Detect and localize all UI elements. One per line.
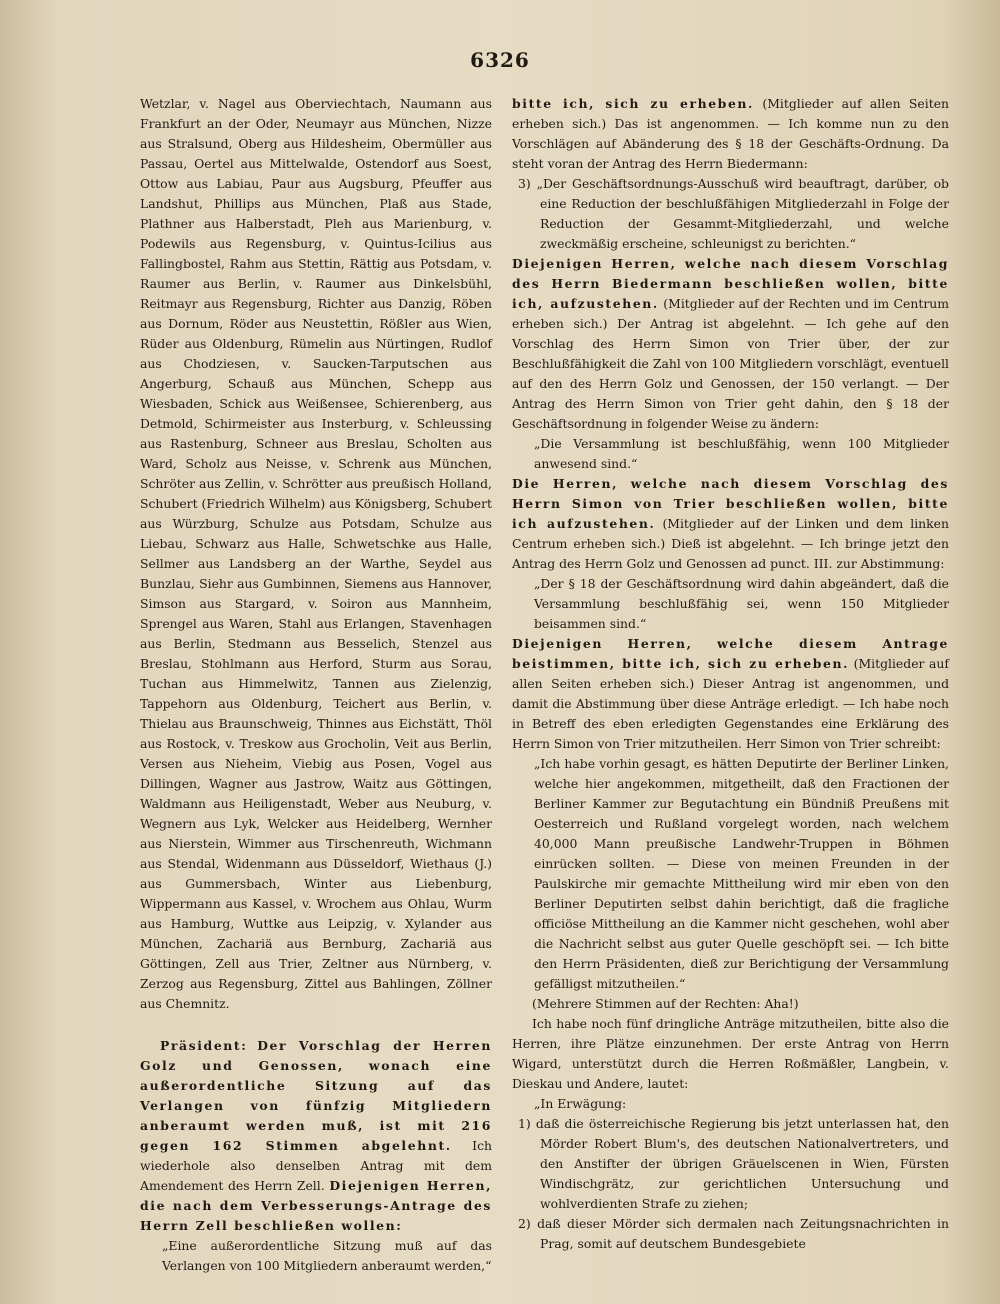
paragraph-2 [512, 254, 949, 434]
names-list: Wetzlar, v. Nagel aus Oberviechtach, Naumann aus Frankfurt an der Oder, Neumayr aus München, Nizze aus Stralsund, Oberg aus Hildesheim, Obermüller aus Passau, Oertel aus Mittelwalde, Ostendorf aus Soest, Ottow aus Labiau, Paur aus Augsburg, Pfeuffer aus Landshut, Phillips aus München, Plaß aus Stade, Plathner aus Halberstadt, Pleh aus Marienburg, v. Podewils aus Regensburg, v. Quintus-Icilius aus Fallingbostel, Rahm aus Stettin, Rättig aus Potsdam, v. Raumer aus Berlin, v. Raumer aus Dinkelsbühl, Reitmayr aus Regensburg, Richter aus Danzig, Röben aus Dornum, Röder aus Neustettin, Rößler aus Wien, Rüder aus Oldenburg, Rümelin aus Nürtingen, Rudlof aus Chodziesen, v. Saucken-Tarputschen aus Angerburg, Schauß aus München, Schepp aus Wiesbaden, Schick aus Weißensee, Schierenberg, aus Detmold, Schirmeister aus Insterburg, v. Schleussing aus Rastenburg, Schneer aus Breslau, Scholten aus Ward, Scholz aus Neisse, v. Schrenk aus München, Schröter aus Zellin, v. Schrötter aus preußisch Holland, Schubert (Friedrich Wilhelm) aus Königsberg, Schubert aus Würzburg, Schulze aus Potsdam, Schulze aus Liebau, Schwarz aus Halle, Schwetschke aus Halle, Sellmer aus Landsberg an der Warthe, Seydel aus Bunzlau, Siehr aus Gumbinnen, Siemens aus Hannover, Simson aus Stargard, v. Soiron aus Mannheim, Sprengel aus Waren, Stahl aus Erlangen, Stavenhagen aus Berlin, Stedmann aus Besselich, Stenzel aus Breslau, Stohlmann aus Herford, Sturm aus Sorau, Tuchan aus Himmelwitz, Tannen aus Zielenzig, Tappehorn aus Oldenburg, Teichert aus Berlin, v. Thielau aus Braunschweig, Thinnes aus Eichstätt, Thöl aus Rostock, v. Treskow aus Grocholin, Veit aus Berlin, Versen aus Nieheim, Viebig aus Posen, Vogel aus Dillingen, Wagner aus Jastrow, Waitz aus Göttingen, Waldmann aus Heiligenstadt, Weber aus Neuburg, v. Wegnern aus Lyk, Welcker aus Heidelberg, Wernher aus Nierstein, Wimmer aus Tirschenreuth, Wichmann aus Stendal, Widenmann aus Düsseldorf, Wiethaus (J.) aus Gummersbach, Winter aus Liebenburg, Wippermann aus Kassel, v. Wrochem aus Ohlau, Wurm aus Hamburg, Wuttke aus Leipzig, v. Xylander aus München, Zachariä aus Bernburg, Zachariä aus Göttingen, Zell aus Trier, Zeltner aus Nürnberg, v. Zerzog aus Regensburg, Zittel aus Bahlingen, Zöllner aus Chemnitz. [140, 96, 492, 1011]
quote-simon-letter: „Ich habe vorhin gesagt, es hätten Deputirte der Berliner Linken, welche hier angekommen, mitgetheilt, daß den Fractionen der Berliner Kammer zur Begutachtung ein Bündniß Preußens mit Oesterreich und Rußland vorgelegt worden, nach welchem 40,000 Mann preußische Landwehr-Truppen in Böhmen einrücken sollten. — Diese von meinen Freunden in der Paulskirche mir gemachte Mittheilung wird mir eben von den Berliner Deputirten selbst dahin berichtigt, daß die fragliche officiöse Mittheilung an die Kammer nicht geschehen, wohl aber die Nachricht selbst aus guter Quelle geschöpft sei. — Ich bitte den Herrn Präsidenten, dieß zur Berichtigung der Versammlung gefälligst mitzutheilen.“ [534, 756, 949, 991]
paragraph-3 [512, 474, 949, 574]
president-call-vote: Diejenigen Herren, die nach dem Verbesserungs-Antrage des Herrn Zell beschließen wollen: [140, 1178, 492, 1233]
paragraph-6: Ich habe noch fünf dringliche Anträge mitzutheilen, bitte also die Herren, ihre Plätze einzunehmen. Der erste Antrag von Herrn Wigard, unterstützt durch die Herren Roßmäßler, Langbein, v. Dieskau und Andere, lautet: [512, 1016, 949, 1091]
page-number: 6326 [470, 48, 530, 72]
paragraph-2-rest: (Mitglieder auf der Rechten und im Centrum erheben sich.) Der Antrag ist abgelehnt. — Ich gehe auf den Vorschlag des Herrn Simon von Trier über, der zur Beschlußfähigkeit die Zahl von 100 Mitgliedern vorschlägt, eventuell auf den des Herrn Golz und Genossen, der 150 verlangt. — Der Antrag des Herrn Simon von Trier geht dahin, den § 18 der Geschäftsordnung in folgender Weise zu ändern: [512, 296, 949, 431]
right-column [512, 94, 949, 1254]
left-column [140, 94, 492, 1276]
paragraph-4-spaced: Diejenigen Herren, welche diesem Antrage beistimmen, bitte ich, sich zu erheben. [512, 636, 949, 671]
paragraph-2-spaced: Diejenigen Herren, welche nach diesem Vorschlag des Herrn Biedermann beschließen wollen, bitte ich, aufzustehen. [512, 256, 949, 311]
president-vote-result: Der Vorschlag der Herren Golz und Genossen, wonach eine außerordentliche Sitzung auf das Verlangen von fünfzig Mitgliedern anberaumt werden muß, ist mit 216 gegen 162 Stimmen abgelehnt. [140, 1038, 492, 1153]
paragraph-4 [512, 634, 949, 754]
item-2-number: 2) [518, 1216, 531, 1231]
paragraph-gap [140, 1014, 492, 1036]
motion-item-2 [512, 1214, 949, 1254]
paragraph-5: (Mehrere Stimmen auf der Rechten: Aha!) [532, 996, 799, 1011]
item-1-number: 1) [518, 1116, 531, 1131]
item-3-number: 3) [518, 176, 531, 191]
paragraph-3-spaced: Die Herren, welche nach diesem Vorschlag des Herrn Simon von Trier beschließen wollen, bitte ich aufzustehen. [512, 476, 949, 531]
president-statement [140, 1036, 492, 1236]
paragraph-4-rest: (Mitglieder auf allen Seiten erheben sich.) Dieser Antrag ist angenommen, und damit die Abstimmung über diese Anträge erledigt. — Ich habe noch in Betreff des eben erledigten Gegenstandes eine Erklärung des Herrn Simon von Trier mitzutheilen. Herr Simon von Trier schreibt: [512, 656, 949, 751]
quote-golz: „Der § 18 der Geschäftsordnung wird dahin abgeändert, daß die Versammlung beschlußfähig sei, wenn 150 Mitglieder beisammen sind.“ [534, 576, 949, 631]
paragraph-3-rest: (Mitglieder auf der Linken und dem linken Centrum erheben sich.) Dieß ist abgelehnt. — Ich bringe jetzt den Antrag des Herrn Golz und Genossen ad punct. III. zur Abstimmung: [512, 516, 949, 571]
quote-zell: „Eine außerordentliche Sitzung muß auf das Verlangen von 100 Mitgliedern anberaumt werden,“ [162, 1238, 492, 1273]
item-3-text: „Der Geschäftsordnungs-Ausschuß wird beauftragt, darüber, ob eine Reduction der beschlußfähigen Mitgliederzahl in Folge der Reduction der Gesammt-Mitgliederzahl, und welche zweckmäßig erscheine, schleunigst zu berichten.“ [536, 176, 949, 251]
erwaegung-heading: „In Erwägung: [534, 1096, 627, 1111]
president-label: Präsident: [160, 1038, 248, 1053]
motion-item-1 [512, 1114, 949, 1214]
paragraph-1-rest: (Mitglieder auf allen Seiten erheben sich.) Das ist angenommen. — Ich komme nun zu den Vorschlägen auf Abänderung des § 18 der Geschäfts-Ordnung. Da steht voran der Antrag des Herrn Biedermann: [512, 96, 950, 171]
president-repeat: Ich wiederhole also denselben Antrag mit dem Amendement des Herrn Zell. [140, 1138, 492, 1193]
item-1-text: daß die österreichische Regierung bis jetzt unterlassen hat, den Mörder Robert Blum's, des deutschen Nationalvertreters, und den Anstifter der übrigen Gräuelscenen in Wien, Fürsten Windischgrätz, zur gerichtlichen Untersuchung und wohlverdienten Strafe zu ziehen; [535, 1116, 949, 1211]
motion-item-3 [512, 174, 949, 254]
item-2-text: daß dieser Mörder sich dermalen nach Zeitungsnachrichten in Prag, somit auf deutschem Bundesgebiete [537, 1216, 949, 1251]
paragraph-1-spaced: bitte ich, sich zu erheben. [512, 96, 754, 111]
paragraph-1 [512, 94, 949, 174]
quote-simon: „Die Versammlung ist beschlußfähig, wenn 100 Mitglieder anwesend sind.“ [534, 436, 949, 471]
